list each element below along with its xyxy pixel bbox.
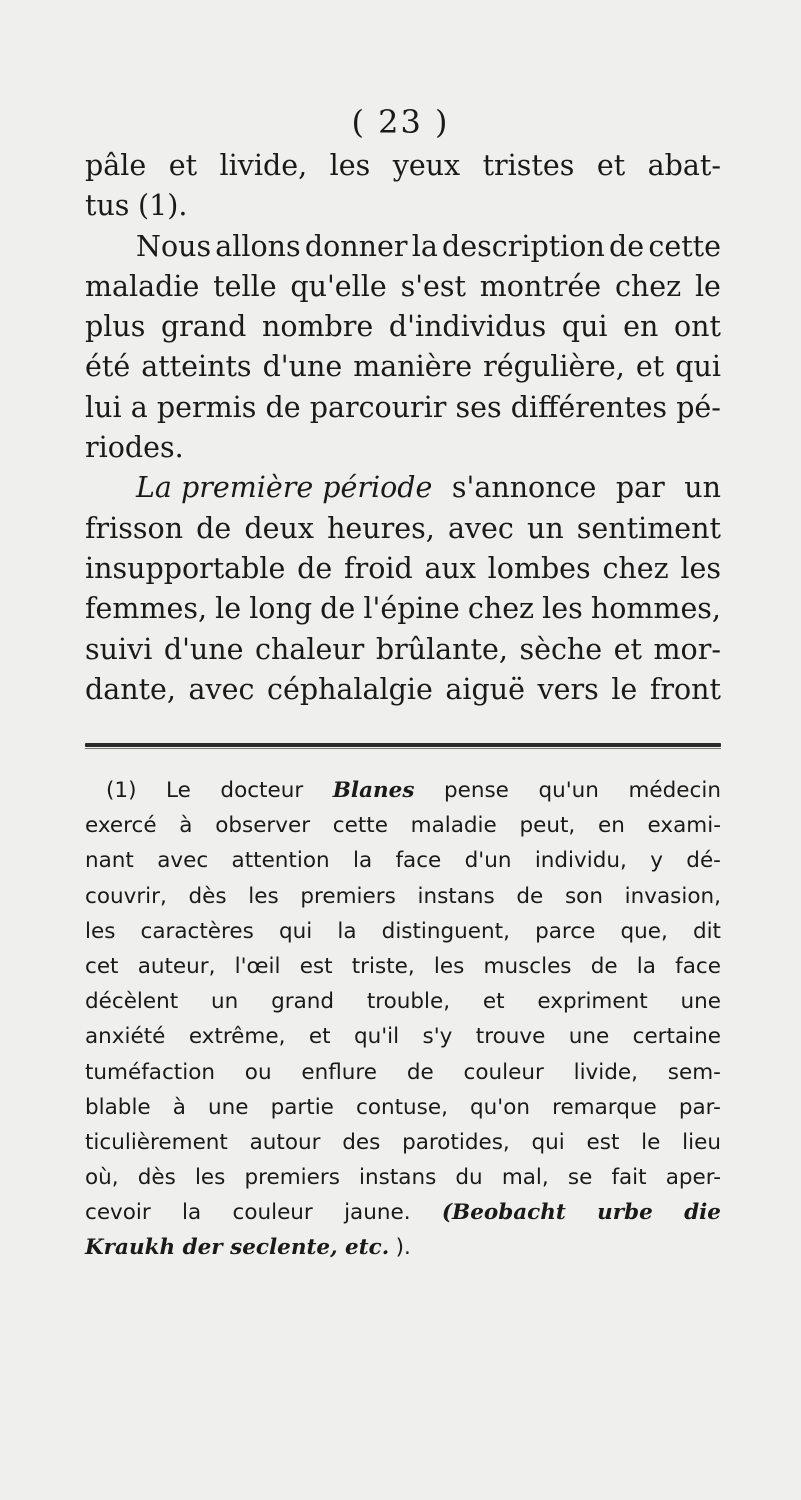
footnote-word: couleur	[232, 1200, 313, 1226]
body-word: d'une	[163, 632, 244, 666]
footnote-word: médecin	[628, 778, 721, 803]
footnote-word: les	[85, 918, 116, 944]
footnote-word: avec	[157, 848, 209, 874]
body-word: de	[297, 551, 333, 585]
body-word: et	[635, 350, 665, 384]
page-number: ( 23 )	[351, 103, 450, 141]
footnote-word: expriment	[537, 989, 648, 1015]
body-word: le	[611, 672, 638, 706]
footnote-line	[85, 984, 721, 1019]
body-word: hommes,	[590, 592, 721, 626]
body-line	[85, 589, 721, 629]
footnote-word: certaine	[632, 1024, 721, 1050]
body-word: sèche	[519, 632, 603, 666]
body-line	[85, 347, 721, 387]
body-word: montrée	[479, 269, 602, 303]
body-line	[85, 307, 721, 347]
body-word: le	[215, 592, 242, 626]
body-line	[85, 670, 721, 710]
body-word: (1).	[137, 189, 188, 223]
footnote-word: Blanes	[332, 778, 415, 803]
footnote-word: qu'un	[538, 778, 599, 803]
footnote-line	[85, 1195, 721, 1230]
body-word: et	[168, 149, 198, 182]
body-word: livide,	[219, 149, 308, 182]
body-word: deux	[244, 511, 314, 545]
footnote-word: instans	[359, 1165, 437, 1191]
footnote-word: l'œil	[234, 953, 281, 979]
footnote-word: (1)	[106, 778, 137, 803]
footnote-line	[85, 1160, 721, 1195]
body-word: front	[649, 672, 721, 706]
footnote-word: anxiété	[85, 1024, 166, 1050]
footnote-word: distinguent,	[381, 918, 510, 944]
body-word: et	[596, 149, 626, 182]
body-word: allons	[215, 229, 301, 263]
body-line	[85, 267, 721, 307]
body-word: tus	[85, 189, 130, 223]
footnote-word: le	[641, 1129, 661, 1155]
body-word: long	[249, 592, 313, 626]
footnote-word: la	[182, 1200, 202, 1226]
body-word: insupportable	[85, 551, 286, 585]
footnote-word: contuse,	[356, 1094, 448, 1120]
footnote-word: dès	[137, 1165, 176, 1191]
footnote-word: une	[208, 1094, 249, 1120]
body-word: le	[694, 269, 721, 303]
footnote-word: face	[395, 848, 442, 874]
body-word: froid	[344, 551, 413, 585]
footnote-word: une	[680, 989, 721, 1015]
footnote-line	[85, 1019, 721, 1054]
body-word: lombes	[487, 551, 591, 585]
body-word: les	[680, 551, 721, 585]
footnote-word: lieu	[682, 1129, 721, 1155]
footnote-word: trouble,	[366, 989, 451, 1015]
footnote-word: la	[352, 848, 373, 874]
footnote-word: qu'il	[353, 1024, 400, 1050]
body-word: manière	[353, 350, 473, 384]
body-word: les	[329, 149, 371, 182]
body-word: d'une	[262, 350, 343, 384]
footnote-word: Kraukh der seclente, etc.	[85, 1235, 390, 1261]
body-word: qui	[561, 310, 608, 344]
footnote-word: de	[406, 1059, 434, 1085]
footnote-word: invasion,	[624, 883, 721, 909]
footnote-line	[85, 1055, 721, 1090]
footnote-word: la	[636, 953, 656, 979]
body-word: ses	[455, 390, 502, 424]
body-word: pé-	[676, 390, 721, 424]
main-text	[85, 146, 721, 710]
body-line	[85, 549, 721, 589]
footnote-line	[85, 773, 721, 808]
body-line	[85, 186, 721, 226]
footnote-word: les	[248, 883, 279, 909]
footnote-word: que,	[620, 918, 668, 944]
footnote-word: exami-	[647, 813, 721, 839]
footnote-line	[85, 914, 721, 949]
body-word: de	[609, 229, 645, 263]
body-word: régulière,	[483, 350, 625, 384]
body-word: avec	[188, 672, 255, 706]
footnote-word: mal,	[501, 1165, 549, 1191]
body-word: s'est	[400, 269, 466, 303]
body-line	[85, 630, 721, 670]
body-word: femmes,	[85, 592, 208, 626]
footnote-word: auteur,	[137, 953, 216, 979]
footnote-word: livide,	[573, 1059, 638, 1085]
footnote-word: est	[586, 1129, 620, 1155]
body-word: cette	[648, 229, 721, 263]
footnote-word: nant	[85, 848, 134, 874]
body-word: heures,	[327, 511, 435, 545]
footnote-word: couleur	[463, 1059, 544, 1085]
footnote-word: du	[455, 1165, 483, 1191]
body-word: qu'elle	[290, 269, 387, 303]
footnote-word: les	[433, 953, 465, 979]
footnote-word: couvrir,	[85, 883, 167, 909]
footnote-word: qu'on	[470, 1094, 530, 1120]
footnote-word: dit	[692, 918, 721, 944]
body-word: l'épine	[363, 592, 460, 626]
footnote-word: maladie	[410, 813, 497, 839]
footnote-separator-rule	[85, 743, 721, 747]
footnote-line	[85, 949, 721, 984]
body-word: nombre	[262, 310, 374, 344]
footnote-word: de	[516, 883, 544, 909]
body-word: tristes	[482, 149, 575, 182]
footnote-word: ).	[395, 1235, 411, 1261]
body-word: ont	[673, 310, 721, 344]
body-word: été	[85, 350, 131, 384]
body-word: permis	[156, 390, 257, 424]
footnote-line	[85, 843, 721, 878]
body-word: suivi	[85, 632, 153, 666]
body-word: lui	[85, 390, 122, 424]
body-word: d'individus	[388, 310, 547, 344]
footnote-word: blable	[85, 1094, 151, 1120]
body-word: chez	[602, 551, 669, 585]
footnote-word: un	[211, 989, 239, 1015]
footnote-word: est	[299, 953, 333, 979]
footnote-word: Le	[166, 778, 191, 803]
footnote-word: aper-	[665, 1165, 721, 1191]
footnote-word: instans	[417, 883, 495, 909]
footnote-word: attention	[231, 848, 330, 874]
footnote-word: cette	[332, 813, 388, 839]
footnote-word: extrême,	[188, 1024, 286, 1050]
footnote-word: où,	[85, 1165, 119, 1191]
footnote-word: à	[172, 1094, 186, 1120]
footnote-word: caractères	[140, 918, 254, 944]
footnote-word: premiers	[244, 1165, 340, 1191]
body-word: telle	[213, 269, 277, 303]
footnote-word: y	[650, 848, 663, 874]
body-word: céphalalgie	[267, 672, 433, 706]
body-word: yeux	[392, 149, 461, 182]
footnote-word: docteur	[220, 778, 304, 803]
footnote-word: face	[675, 953, 721, 979]
body-word: un	[526, 511, 564, 545]
footnote-word: sem-	[667, 1059, 721, 1085]
footnote-word: qui	[531, 1129, 565, 1155]
footnote-word: tuméfaction	[85, 1059, 215, 1085]
body-word: vers	[537, 672, 599, 706]
footnote-word: parotides,	[402, 1129, 510, 1155]
body-word: dante,	[85, 672, 176, 706]
body-word: maladie	[85, 269, 200, 303]
body-word: aiguë	[445, 672, 525, 706]
body-word: un	[684, 471, 721, 505]
footnote-word: se	[567, 1165, 593, 1191]
body-word: aux	[424, 551, 476, 585]
footnote-word: observer	[215, 813, 311, 839]
footnote-word: ou	[244, 1059, 272, 1085]
footnote-word: remarque	[552, 1094, 657, 1120]
body-word: Nous	[136, 229, 212, 263]
body-word: riodes.	[85, 431, 184, 465]
body-line	[85, 428, 721, 468]
footnote-line	[85, 1125, 721, 1160]
body-line	[85, 146, 721, 186]
footnote-word: partie	[270, 1094, 334, 1120]
footnote-word: qui	[278, 918, 313, 944]
body-word: grand	[160, 310, 247, 344]
footnote-word: s'y	[422, 1024, 453, 1050]
footnote-word: (Beobacht	[441, 1200, 566, 1226]
body-word: qui	[675, 350, 721, 384]
footnote-word: peut,	[519, 813, 576, 839]
footnote-word: dé-	[686, 848, 721, 874]
body-word: plus	[85, 310, 146, 344]
body-line	[85, 509, 721, 549]
body-word: de	[196, 511, 232, 545]
footnote-word: cevoir	[85, 1200, 151, 1226]
footnote-word: la	[337, 918, 357, 944]
body-word: parcourir	[309, 390, 447, 424]
footnote-word: et	[308, 1024, 331, 1050]
footnote-word: fait	[611, 1165, 647, 1191]
body-line	[85, 468, 721, 508]
footnote-word: die	[684, 1200, 721, 1226]
body-line	[85, 388, 721, 428]
footnote-word: des	[342, 1129, 381, 1155]
footnote-word: de	[590, 953, 618, 979]
footnote-word: d'un	[464, 848, 512, 874]
footnote-word: exercé	[85, 813, 157, 839]
body-word: brûlante,	[375, 632, 508, 666]
footnote-word: une	[568, 1024, 610, 1050]
body-word: en	[623, 310, 659, 344]
footnote-word: décèlent	[85, 989, 179, 1015]
body-word: les	[542, 592, 583, 626]
footnote-word: enflure	[301, 1059, 378, 1085]
body-word: s'annonce	[451, 471, 597, 505]
body-word: La première période	[136, 471, 433, 505]
footnote-word: pense	[443, 778, 509, 803]
footnote-word: cet	[85, 953, 119, 979]
footnote-line	[85, 1230, 721, 1265]
footnote-word: ticulièrement	[85, 1129, 228, 1155]
body-word: abat-	[647, 149, 721, 182]
body-word: de	[320, 592, 356, 626]
body-word: atteints	[141, 350, 252, 384]
body-word: de	[265, 390, 301, 424]
body-word: la	[411, 229, 438, 263]
body-word: frisson	[85, 511, 184, 545]
body-word: chez	[467, 592, 535, 626]
footnote-word: grand	[271, 989, 335, 1015]
footnote-word: autour	[249, 1129, 321, 1155]
footnote-word: les	[194, 1165, 226, 1191]
body-word: avec	[447, 511, 514, 545]
body-word: pâle	[85, 149, 147, 182]
body-word: mor-	[653, 632, 721, 666]
body-word: donner	[304, 229, 408, 263]
footnote-word: premiers	[300, 883, 396, 909]
footnote-word: triste,	[351, 953, 415, 979]
footnote-line	[85, 1090, 721, 1125]
footnote-word: parce	[535, 918, 596, 944]
body-word: chez	[614, 269, 682, 303]
footnote-word: dès	[188, 883, 227, 909]
footnote-word: individu,	[534, 848, 627, 874]
footnote-line	[85, 879, 721, 914]
footnote-word: et	[482, 989, 505, 1015]
footnote-line	[85, 808, 721, 843]
body-word: par	[615, 471, 665, 505]
footnote-word: jaune.	[344, 1200, 411, 1226]
body-word: différentes	[510, 390, 668, 424]
footnote-word: trouve	[475, 1024, 546, 1050]
body-word: chaleur	[255, 632, 365, 666]
footnote-word: par-	[678, 1094, 721, 1120]
body-word: a	[130, 390, 148, 424]
footnote-word: à	[179, 813, 193, 839]
footnote-word: son	[564, 883, 603, 909]
body-line	[85, 227, 721, 267]
body-word: sentiment	[576, 511, 721, 545]
footnote-word: muscles	[483, 953, 572, 979]
footnote-word: urbe	[597, 1200, 653, 1226]
body-word: description	[442, 229, 605, 263]
body-word: et	[613, 632, 642, 666]
footnote	[85, 773, 721, 1266]
footnote-word: en	[597, 813, 625, 839]
